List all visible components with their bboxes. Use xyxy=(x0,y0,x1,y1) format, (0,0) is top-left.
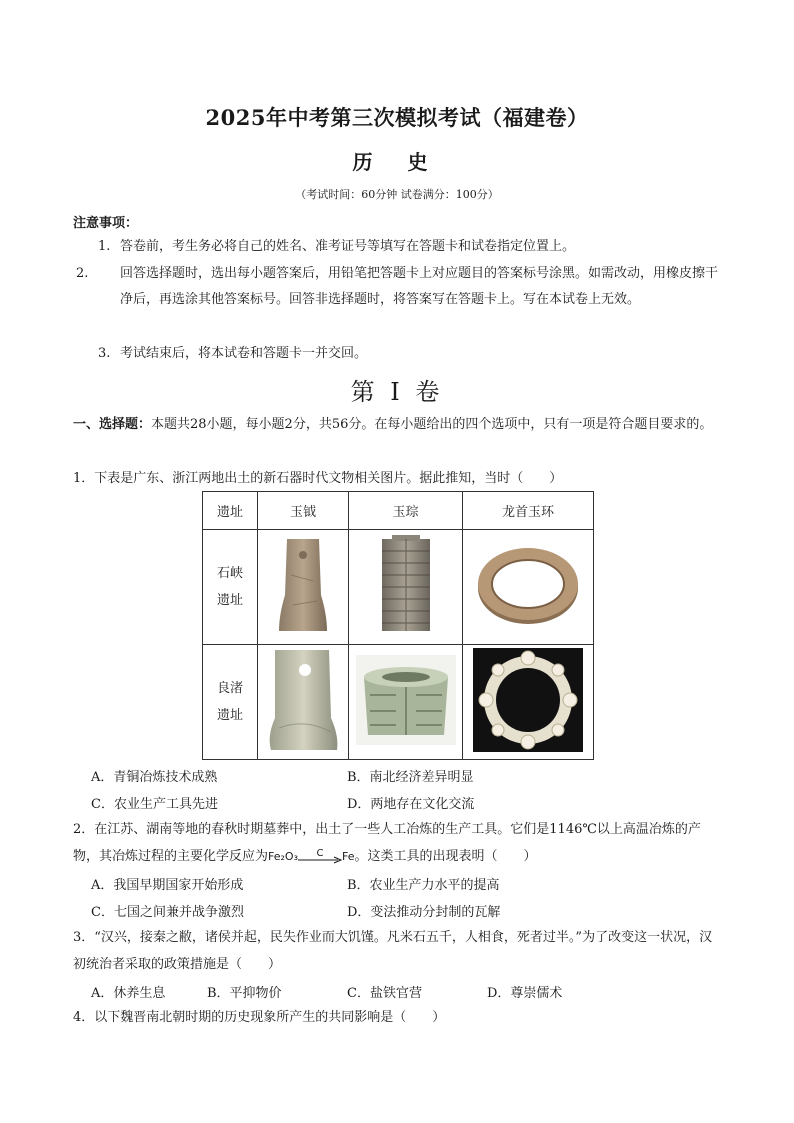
option-b[interactable]: B．南北经济差异明显 xyxy=(347,770,474,785)
question-4-stem: 4．以下魏晋南北朝时期的历史现象所产生的共同影响是（ ） xyxy=(73,1010,446,1025)
formula-reactant: Fe₂O₃ xyxy=(268,850,298,863)
jade-cong-liangzhu-image xyxy=(356,655,456,745)
jade-axe-shixia-image xyxy=(273,535,333,635)
section-text: 本题共28小题，每小题2分，共56分。在每小题给出的四个选项中，只有一项是符合题目要求的。 xyxy=(151,417,713,432)
subject-title: 历 史 xyxy=(352,150,442,174)
relic-image-cell xyxy=(349,645,463,760)
jade-axe-liangzhu-image xyxy=(265,648,341,752)
note-number: 3. xyxy=(98,346,111,361)
site-label-line1: 良渚 xyxy=(216,681,243,696)
option-d[interactable]: D．尊崇儒术 xyxy=(487,986,563,1001)
option-b[interactable]: B．农业生产力水平的提高 xyxy=(347,878,500,893)
note-text: 回答选择题时，选出每小题答案后，用铅笔把答题卡上对应题目的答案标号涂黑。如需改动，用橡皮擦干净后，再选涂其他答案标号。回答非选择题时，将答案写在答题卡上。写在本试卷上无效。 xyxy=(120,266,719,307)
site-cell xyxy=(203,530,258,645)
note-number: 2. xyxy=(76,266,89,281)
option-a[interactable]: A．我国早期国家开始形成 xyxy=(91,878,244,893)
note-item-2 xyxy=(76,261,726,313)
option-a[interactable]: A．休养生息 xyxy=(91,986,166,1001)
table-row xyxy=(203,530,594,645)
relic-image-cell xyxy=(349,530,463,645)
part-title: 第 I 卷 xyxy=(350,378,444,406)
option-d[interactable]: D．两地存在文化交流 xyxy=(347,797,475,812)
relic-image-cell xyxy=(463,530,594,645)
option-c[interactable]: C．七国之间兼并战争激烈 xyxy=(91,905,244,920)
note-text: 答卷前，考生务必将自己的姓名、准考证号等填写在答题卡和试卷指定位置上。 xyxy=(120,239,576,254)
table-header-jade-axe: 玉钺 xyxy=(258,492,349,530)
site-cell xyxy=(203,645,258,760)
option-c[interactable]: C．盐铁官营 xyxy=(347,986,422,1001)
site-label-line2: 遗址 xyxy=(216,593,243,608)
relic-image-cell xyxy=(258,645,349,760)
relic-image-cell xyxy=(463,645,594,760)
note-item-3 xyxy=(98,341,726,367)
reaction-arrow xyxy=(298,850,342,864)
exam-title: 2025年中考第三次模拟考试（福建卷） xyxy=(205,105,589,130)
note-item-1 xyxy=(98,234,726,260)
table-header-dragon-ring: 龙首玉环 xyxy=(463,492,594,530)
dragon-ring-shixia-image xyxy=(473,540,583,630)
question-2-stem-part2: 。这类工具的出现表明（ ） xyxy=(354,849,537,864)
note-number: 1. xyxy=(98,239,111,254)
chemical-formula xyxy=(268,843,354,870)
table-header-jade-cong: 玉琮 xyxy=(349,492,463,530)
arrow-icon xyxy=(298,856,342,864)
option-a[interactable]: A．青铜冶炼技术成熟 xyxy=(91,770,218,785)
section-prefix: 一、选择题： xyxy=(73,417,152,432)
section-instructions xyxy=(73,411,725,438)
relics-table xyxy=(202,491,594,760)
question-2-stem-part1: 2．在江苏、湖南等地的春秋时期墓葬中，出土了一些人工冶炼的生产工具。它们是1146℃以上高温冶炼的产物，其冶炼过程的主要化学反应为 xyxy=(73,822,701,864)
question-1-stem: 1．下表是广东、浙江两地出土的新石器时代文物相关图片。据此推知，当时（ ） xyxy=(73,471,563,486)
table-header-site: 遗址 xyxy=(203,492,258,530)
option-c[interactable]: C．农业生产工具先进 xyxy=(91,797,218,812)
option-d[interactable]: D．变法推动分封制的瓦解 xyxy=(347,905,501,920)
relic-image-cell xyxy=(258,530,349,645)
note-text: 考试结束后，将本试卷和答题卡一并交回。 xyxy=(120,346,368,361)
site-label-line1: 石峡 xyxy=(216,566,243,581)
question-2-stem xyxy=(73,816,725,870)
question-3-stem: 3．“汉兴，接秦之敝，诸侯并起，民失作业而大饥馑。凡米石五千，人相食，死者过半。”为了改变这一状况，汉初统治者采取的政策措施是（ ） xyxy=(73,930,713,972)
notes-heading: 注意事项： xyxy=(73,216,139,231)
exam-info: （考试时间：60分钟 试卷满分：100分） xyxy=(295,188,499,201)
dragon-ring-liangzhu-image xyxy=(473,648,583,752)
option-b[interactable]: B．平抑物价 xyxy=(207,986,282,1001)
site-label-line2: 遗址 xyxy=(216,708,243,723)
table-row xyxy=(203,645,594,760)
formula-catalyst: C xyxy=(316,848,324,859)
jade-cong-shixia-image xyxy=(374,535,438,635)
formula-product: Fe xyxy=(342,850,355,863)
